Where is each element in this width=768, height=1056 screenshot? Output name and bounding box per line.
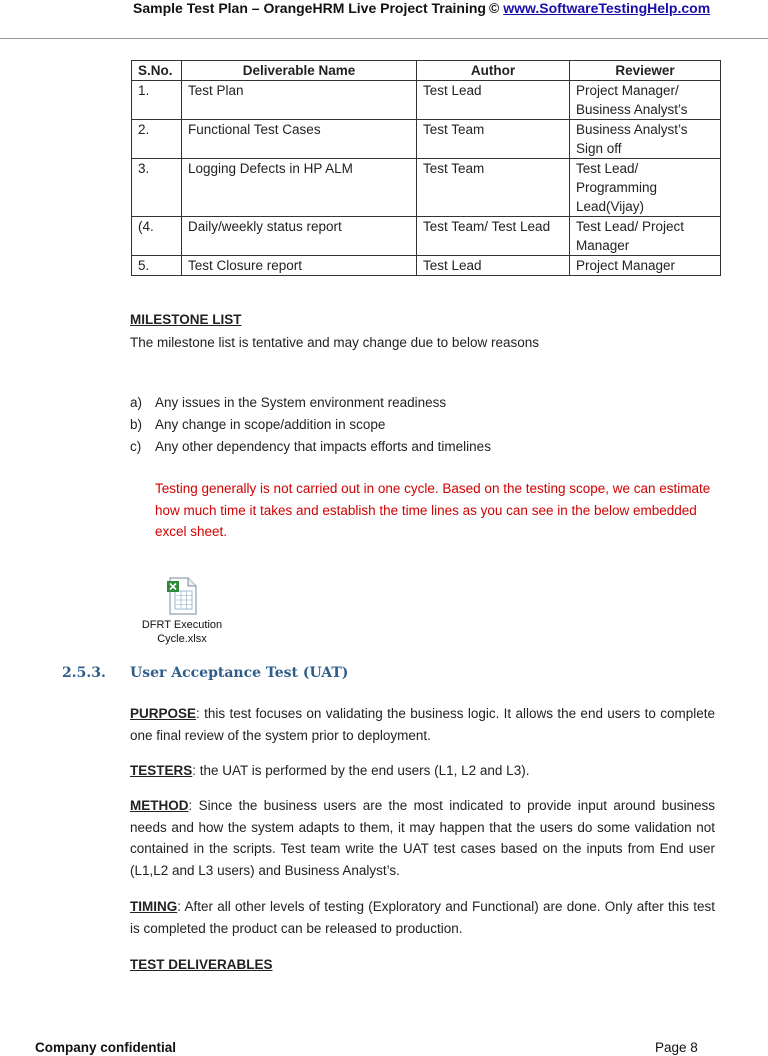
attachment-name-line1: DFRT Execution — [141, 619, 223, 631]
col-header-author: Author — [417, 61, 570, 81]
cell-sno: 3. — [132, 159, 182, 217]
milestone-list-heading: MILESTONE LIST — [130, 312, 242, 327]
section-title: User Acceptance Test (UAT) — [130, 665, 349, 681]
testers-paragraph — [130, 760, 715, 782]
embedded-excel-attachment[interactable] — [136, 577, 228, 646]
testing-cycle-note: Testing generally is not carried out in one cycle. Based on the testing scope, we can estimate how much time it takes and establish the time lines as you can see in the below embedded excel sheet. — [155, 481, 711, 539]
cell-sno: 2. — [132, 120, 182, 159]
col-header-deliverable: Deliverable Name — [182, 61, 417, 81]
timing-text: : After all other levels of testing (Exploratory and Functional) are done. Only after this test is completed the product can be released to production. — [130, 899, 715, 936]
cell-sno: 1. — [132, 81, 182, 120]
cell-author: Test Lead — [417, 81, 570, 120]
purpose-paragraph — [130, 703, 715, 746]
table-header-row — [132, 61, 721, 81]
header-title: Sample Test Plan – OrangeHRM Live Project Training — [133, 0, 486, 16]
table-row — [132, 256, 721, 276]
cell-author: Test Team — [417, 159, 570, 217]
test-deliverables-heading: TEST DELIVERABLES — [130, 957, 273, 972]
list-item-label: a) — [130, 395, 143, 410]
cell-reviewer: Test Lead/ Programming Lead(Vijay) — [570, 159, 721, 217]
cell-deliverable: Functional Test Cases — [182, 120, 417, 159]
cell-sno: 5. — [132, 256, 182, 276]
list-item-text: Any issues in the System environment readiness — [155, 395, 447, 410]
list-item-text: Any other dependency that impacts efforts and timelines — [155, 439, 491, 454]
deliverables-table — [131, 60, 721, 276]
cell-reviewer: Project Manager/ Business Analyst’s — [570, 81, 721, 120]
cell-deliverable: Logging Defects in HP ALM — [182, 159, 417, 217]
testers-label: TESTERS — [130, 763, 193, 778]
table-row — [132, 217, 721, 256]
cell-deliverable: Test Plan — [182, 81, 417, 120]
cell-deliverable: Test Closure report — [182, 256, 417, 276]
cell-reviewer: Project Manager — [570, 256, 721, 276]
table-row — [132, 159, 721, 217]
col-header-sno: S.No. — [132, 61, 182, 81]
list-item — [130, 436, 491, 458]
list-item-label: b) — [130, 417, 143, 432]
cell-reviewer: Business Analyst’s Sign off — [570, 120, 721, 159]
footer-page-number: Page 8 — [655, 1040, 698, 1055]
testers-text: : the UAT is performed by the end users (L1, L2 and L3). — [192, 763, 530, 778]
list-item — [130, 392, 491, 414]
cell-author: Test Lead — [417, 256, 570, 276]
timing-paragraph — [130, 896, 715, 939]
cell-author: Test Team — [417, 120, 570, 159]
cell-author: Test Team/ Test Lead — [417, 217, 570, 256]
table-row — [132, 81, 721, 120]
method-text: : Since the business users are the most indicated to provide input around business needs and how the system adapts to them, it may happen that the users do some validation not contained in the scripts. Test team write the UAT test cases based on the inputs from End user (L1,L2 and L3 users) and Business Analyst’s. — [130, 798, 715, 878]
list-item — [130, 414, 491, 436]
attachment-filename — [136, 618, 228, 646]
header-copyright — [489, 0, 710, 16]
list-item-text: Any change in scope/addition in scope — [155, 417, 386, 432]
timing-label: TIMING — [130, 899, 178, 914]
method-paragraph — [130, 795, 715, 881]
header-link[interactable]: www.SoftwareTestingHelp.com — [503, 0, 711, 16]
table-row — [132, 120, 721, 159]
cell-reviewer: Test Lead/ Project Manager — [570, 217, 721, 256]
footer-confidential: Company confidential — [35, 1040, 177, 1055]
method-label: METHOD — [130, 798, 189, 813]
milestone-intro: The milestone list is tentative and may change due to below reasons — [130, 335, 539, 350]
list-item-label: c) — [130, 439, 142, 454]
excel-file-icon — [166, 577, 198, 615]
milestone-reasons-list — [130, 392, 491, 458]
cell-sno: (4. — [132, 217, 182, 256]
page-header — [0, 0, 768, 39]
attachment-name-line2: Cycle.xlsx — [157, 633, 207, 645]
col-header-reviewer: Reviewer — [570, 61, 721, 81]
cell-deliverable: Daily/weekly status report — [182, 217, 417, 256]
section-number: 2.5.3. — [62, 665, 106, 681]
purpose-label: PURPOSE — [130, 706, 197, 721]
purpose-text: : this test focuses on validating the business logic. It allows the end users to complete one final review of the system prior to deployment. — [130, 706, 715, 743]
copyright-symbol: © — [489, 0, 500, 16]
